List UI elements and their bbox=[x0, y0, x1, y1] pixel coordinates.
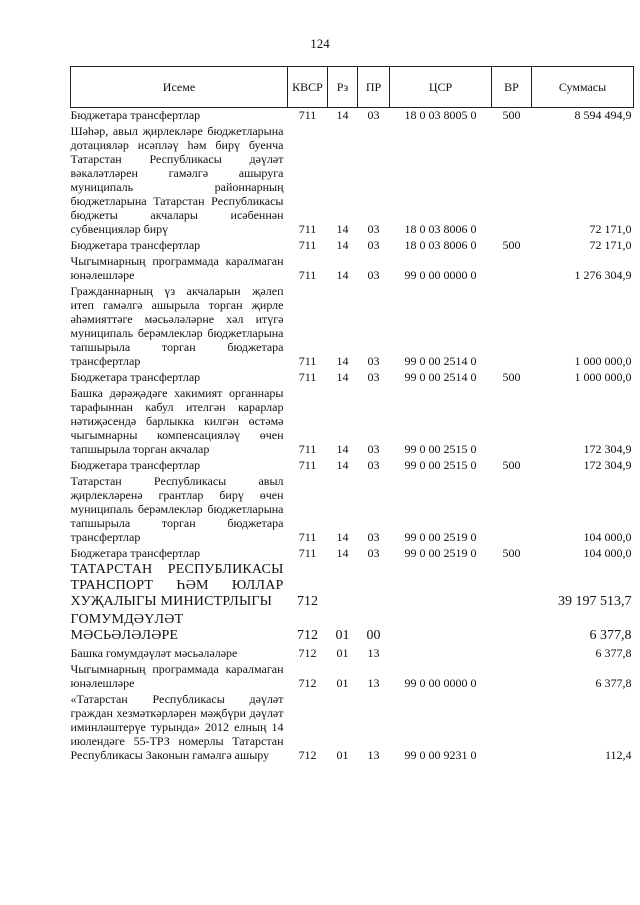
cell-sum: 172 304,9 bbox=[583, 458, 632, 472]
header-vr: ВР bbox=[492, 67, 532, 108]
cell-vr: 500 bbox=[502, 546, 521, 560]
cell-name: Башка дәрәҗәдәге хакимият органнары тарафыннан кабул ителгән карарлар нәтиҗәсендә барлыкка килгән өстәмә чыгымнарны компенсацияләү өчен тапшырыла торган акчалар bbox=[70, 386, 284, 456]
table-row bbox=[71, 562, 634, 612]
table-row bbox=[71, 662, 634, 692]
cell-pr: 03 bbox=[367, 354, 380, 368]
cell-csr: 99 0 00 0000 0 bbox=[404, 268, 477, 282]
cell-rz: 14 bbox=[336, 458, 349, 472]
cell-vr bbox=[492, 254, 532, 284]
cell-pr: 03 bbox=[367, 458, 380, 472]
cell-csr bbox=[390, 562, 492, 612]
table-row bbox=[71, 474, 634, 546]
cell-kvsr: 711 bbox=[298, 238, 317, 252]
cell-pr: 03 bbox=[367, 530, 380, 544]
table-row bbox=[71, 284, 634, 370]
cell-vr bbox=[492, 562, 532, 612]
cell-pr: 03 bbox=[367, 546, 380, 560]
cell-sum: 6 377,8 bbox=[589, 628, 632, 643]
budget-table bbox=[70, 66, 634, 764]
cell-vr bbox=[492, 646, 532, 662]
cell-name: ГОМУМДӘҮЛӘТ МӘСЬӘЛӘЛӘРЕ bbox=[70, 612, 184, 643]
cell-csr: 18 0 03 8006 0 bbox=[404, 238, 477, 252]
cell-pr bbox=[358, 562, 390, 612]
cell-kvsr: 712 bbox=[297, 594, 318, 609]
cell-kvsr: 711 bbox=[298, 370, 317, 384]
table-row bbox=[71, 370, 634, 386]
cell-name: Татарстан Республикасы авыл җирлекләренә грантлар бирү өчен муниципаль берәмлекләр бюджетларына тапшырыла торган бюджетара трансфертлар bbox=[70, 474, 284, 544]
table-row bbox=[71, 124, 634, 238]
cell-pr: 03 bbox=[367, 370, 380, 384]
cell-sum: 1 276 304,9 bbox=[574, 268, 632, 282]
cell-csr: 18 0 03 8005 0 bbox=[404, 108, 477, 122]
cell-kvsr: 711 bbox=[298, 546, 317, 560]
cell-name: Бюджетара трансфертлар bbox=[70, 370, 201, 384]
cell-name: Бюджетара трансфертлар bbox=[70, 108, 201, 122]
cell-pr: 00 bbox=[366, 628, 381, 643]
cell-name: Чыгымнарның программада каралмаган юнәлешләре bbox=[70, 254, 284, 282]
cell-csr bbox=[390, 612, 492, 646]
cell-pr: 03 bbox=[367, 108, 380, 122]
cell-sum: 72 171,0 bbox=[589, 222, 632, 236]
cell-pr: 13 bbox=[367, 748, 380, 762]
cell-sum: 172 304,9 bbox=[583, 442, 632, 456]
table-row bbox=[71, 254, 634, 284]
table-row bbox=[71, 458, 634, 474]
cell-kvsr: 712 bbox=[298, 646, 317, 660]
cell-kvsr: 712 bbox=[297, 628, 318, 643]
cell-sum: 104 000,0 bbox=[583, 530, 632, 544]
cell-vr bbox=[492, 662, 532, 692]
cell-vr: 500 bbox=[502, 108, 521, 122]
cell-rz: 01 bbox=[335, 628, 350, 643]
cell-rz: 14 bbox=[336, 238, 349, 252]
header-pr: ПР bbox=[358, 67, 390, 108]
cell-name: ТАТАРСТАН РЕСПУБЛИКАСЫ ТРАНСПОРТ ҺӘМ ЮЛЛАР ХУҖАЛЫГЫ МИНИСТРЛЫГЫ bbox=[70, 562, 284, 609]
cell-sum: 1 000 000,0 bbox=[574, 370, 632, 384]
cell-rz: 01 bbox=[336, 646, 349, 660]
cell-rz: 14 bbox=[336, 222, 349, 236]
table-row bbox=[71, 546, 634, 562]
cell-vr: 500 bbox=[502, 458, 521, 472]
cell-kvsr: 712 bbox=[298, 748, 317, 762]
cell-kvsr: 712 bbox=[298, 676, 317, 690]
cell-rz: 14 bbox=[336, 442, 349, 456]
cell-vr bbox=[492, 386, 532, 458]
cell-vr bbox=[492, 692, 532, 764]
table-row bbox=[71, 646, 634, 662]
table-row bbox=[71, 692, 634, 764]
cell-pr: 03 bbox=[367, 268, 380, 282]
cell-name: Чыгымнарның программада каралмаган юнәлешләре bbox=[70, 662, 284, 690]
cell-kvsr: 711 bbox=[298, 268, 317, 282]
cell-rz: 14 bbox=[336, 370, 349, 384]
cell-name: Бюджетара трансфертлар bbox=[70, 546, 201, 560]
cell-kvsr: 711 bbox=[298, 530, 317, 544]
cell-csr: 99 0 00 2519 0 bbox=[404, 546, 477, 560]
cell-vr bbox=[492, 474, 532, 546]
cell-name: Гражданнарның үз акчаларын җәлеп итеп гамәлгә ашырыла торган җирле әһәмияттәге мәсьәләләрне хәл итүгә муниципаль берәмлекләр бюджетларына тапшырыла торган бюджетара трансфертлар bbox=[70, 284, 284, 368]
cell-kvsr: 711 bbox=[298, 442, 317, 456]
cell-name: Бюджетара трансфертлар bbox=[70, 458, 201, 472]
cell-rz: 14 bbox=[336, 354, 349, 368]
cell-csr: 99 0 00 0000 0 bbox=[404, 676, 477, 690]
header-rz: Рз bbox=[328, 67, 358, 108]
cell-sum: 39 197 513,7 bbox=[558, 594, 632, 609]
cell-sum: 6 377,8 bbox=[595, 646, 632, 660]
table-body bbox=[71, 108, 634, 765]
cell-rz: 01 bbox=[336, 676, 349, 690]
cell-vr bbox=[492, 284, 532, 370]
cell-sum: 104 000,0 bbox=[583, 546, 632, 560]
table-row bbox=[71, 386, 634, 458]
cell-pr: 03 bbox=[367, 238, 380, 252]
cell-pr: 13 bbox=[367, 646, 380, 660]
cell-rz: 14 bbox=[336, 530, 349, 544]
cell-csr: 99 0 00 2514 0 bbox=[404, 354, 477, 368]
cell-name: «Татарстан Республикасы дәүләт граждан хезмәткәрләрен мәҗбүри дәүләт иминләштерүе турында» 2012 елның 14 июлендәге 55-ТРЗ номерлы Татарстан Республикасы Законын гамәлгә ашыру bbox=[70, 692, 284, 762]
cell-rz: 14 bbox=[336, 108, 349, 122]
header-kvsr: КВСР bbox=[288, 67, 328, 108]
header-csr: ЦСР bbox=[390, 67, 492, 108]
cell-rz: 14 bbox=[336, 546, 349, 560]
cell-name: Шәһәр, авыл җирлекләре бюджетларына дотацияләр исәпләү һәм бирү буенча Татарстан Республикасы дәүләт вәкаләтләрен гамәлгә ашыруга муниципаль районнарның бюджетларына Татарстан Республикасы бюджеты акчалары исәбеннән субвенцияләр бирү bbox=[70, 124, 284, 236]
cell-csr: 99 0 00 2515 0 bbox=[404, 442, 477, 456]
cell-kvsr: 711 bbox=[298, 108, 317, 122]
cell-kvsr: 711 bbox=[298, 458, 317, 472]
cell-name: Башка гомумдәүләт мәсьәләләре bbox=[70, 646, 238, 660]
cell-csr bbox=[390, 646, 492, 662]
cell-kvsr: 711 bbox=[298, 354, 317, 368]
cell-csr: 18 0 03 8006 0 bbox=[404, 222, 477, 236]
header-name: Исеме bbox=[71, 67, 288, 108]
cell-pr: 03 bbox=[367, 442, 380, 456]
cell-kvsr: 711 bbox=[298, 222, 317, 236]
cell-vr: 500 bbox=[502, 370, 521, 384]
page-number: 124 bbox=[310, 36, 330, 51]
cell-rz: 14 bbox=[336, 268, 349, 282]
cell-sum: 6 377,8 bbox=[595, 676, 632, 690]
cell-sum: 72 171,0 bbox=[589, 238, 632, 252]
cell-pr: 13 bbox=[367, 676, 380, 690]
cell-csr: 99 0 00 2515 0 bbox=[404, 458, 477, 472]
cell-sum: 1 000 000,0 bbox=[574, 354, 632, 368]
table-row bbox=[71, 612, 634, 646]
cell-csr: 99 0 00 2514 0 bbox=[404, 370, 477, 384]
cell-vr bbox=[492, 612, 532, 646]
table-row bbox=[71, 108, 634, 125]
cell-rz bbox=[328, 562, 358, 612]
cell-sum: 8 594 494,9 bbox=[574, 108, 632, 122]
table-header bbox=[71, 67, 634, 108]
header-sum: Суммасы bbox=[532, 67, 634, 108]
cell-pr: 03 bbox=[367, 222, 380, 236]
cell-csr: 99 0 00 2519 0 bbox=[404, 530, 477, 544]
cell-name: Бюджетара трансфертлар bbox=[70, 238, 201, 252]
cell-csr: 99 0 00 9231 0 bbox=[404, 748, 477, 762]
table-row bbox=[71, 238, 634, 254]
cell-rz: 01 bbox=[336, 748, 349, 762]
cell-sum: 112,4 bbox=[604, 748, 632, 762]
cell-vr: 500 bbox=[502, 238, 521, 252]
cell-vr bbox=[492, 124, 532, 238]
